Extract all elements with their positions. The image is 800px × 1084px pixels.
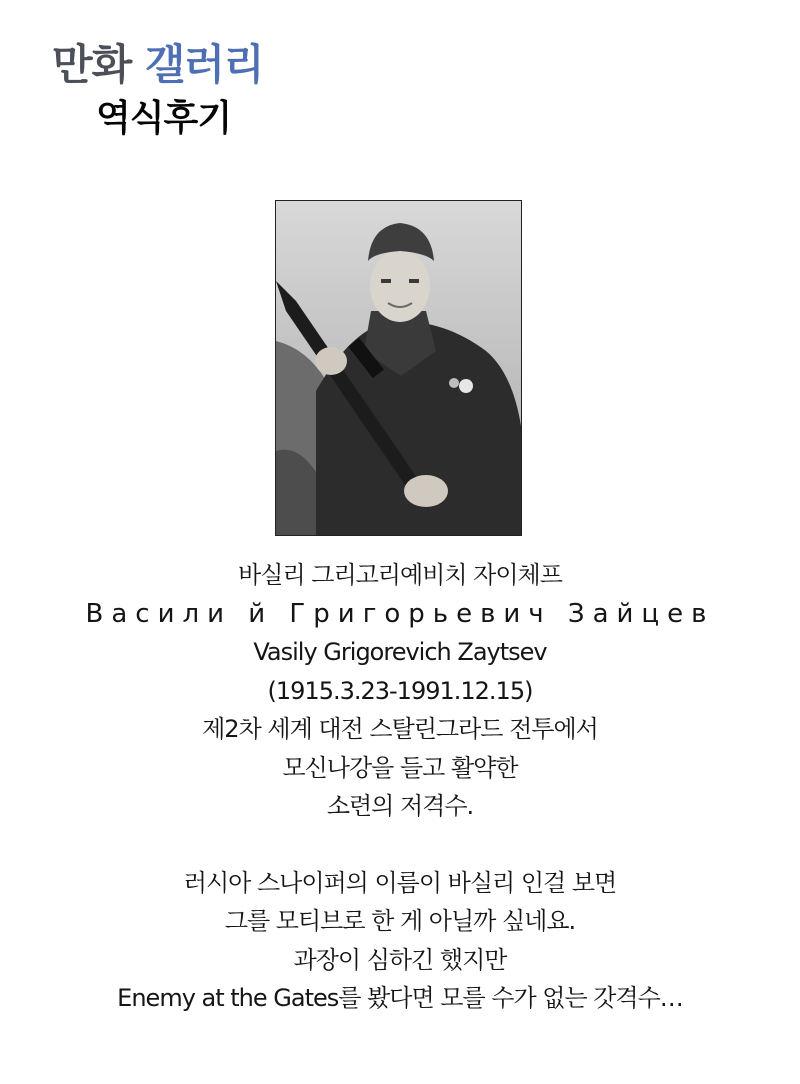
caption-line-dates: (1915.3.23-1991.12.15) xyxy=(267,676,533,705)
caption-line-description-1: 제2차 세계 대전 스탈린그라드 전투에서 xyxy=(202,715,598,743)
caption-line-korean-name: 바실리 그리고리예비치 자이체프 xyxy=(238,561,562,589)
caption-line-english-name: Vasily Grigorevich Zaytsev xyxy=(253,638,547,666)
caption-line-comment-1: 러시아 스나이퍼의 이름이 바실리 인걸 보면 xyxy=(183,868,617,897)
caption-block xyxy=(0,556,800,1018)
caption-line-description-3: 소련의 저격수. xyxy=(326,792,474,820)
site-header xyxy=(52,38,264,92)
caption-line-comment-3: 과장이 심하긴 했지만 xyxy=(293,945,507,974)
portrait-photo xyxy=(275,200,522,536)
caption-line-description-2: 모신나강을 들고 활약한 xyxy=(282,753,518,782)
brand-text-manhwa: 만화 xyxy=(52,40,145,89)
portrait-illustration xyxy=(276,201,522,536)
caption-line-comment-2: 그를 모티브로 한 게 아닐까 싶네요. xyxy=(224,907,576,935)
page-title: 역식후기 xyxy=(96,98,232,139)
brand-logo[interactable] xyxy=(52,38,264,92)
caption-spacer xyxy=(0,826,800,864)
brand-text-gallery: 갤러리 xyxy=(144,40,264,89)
caption-line-comment-4: Enemy at the Gates를 봤다면 모를 수가 없는 갓격수… xyxy=(117,984,683,1012)
caption-line-russian-name: Васили й Григорьевич Зайцев xyxy=(85,598,715,629)
